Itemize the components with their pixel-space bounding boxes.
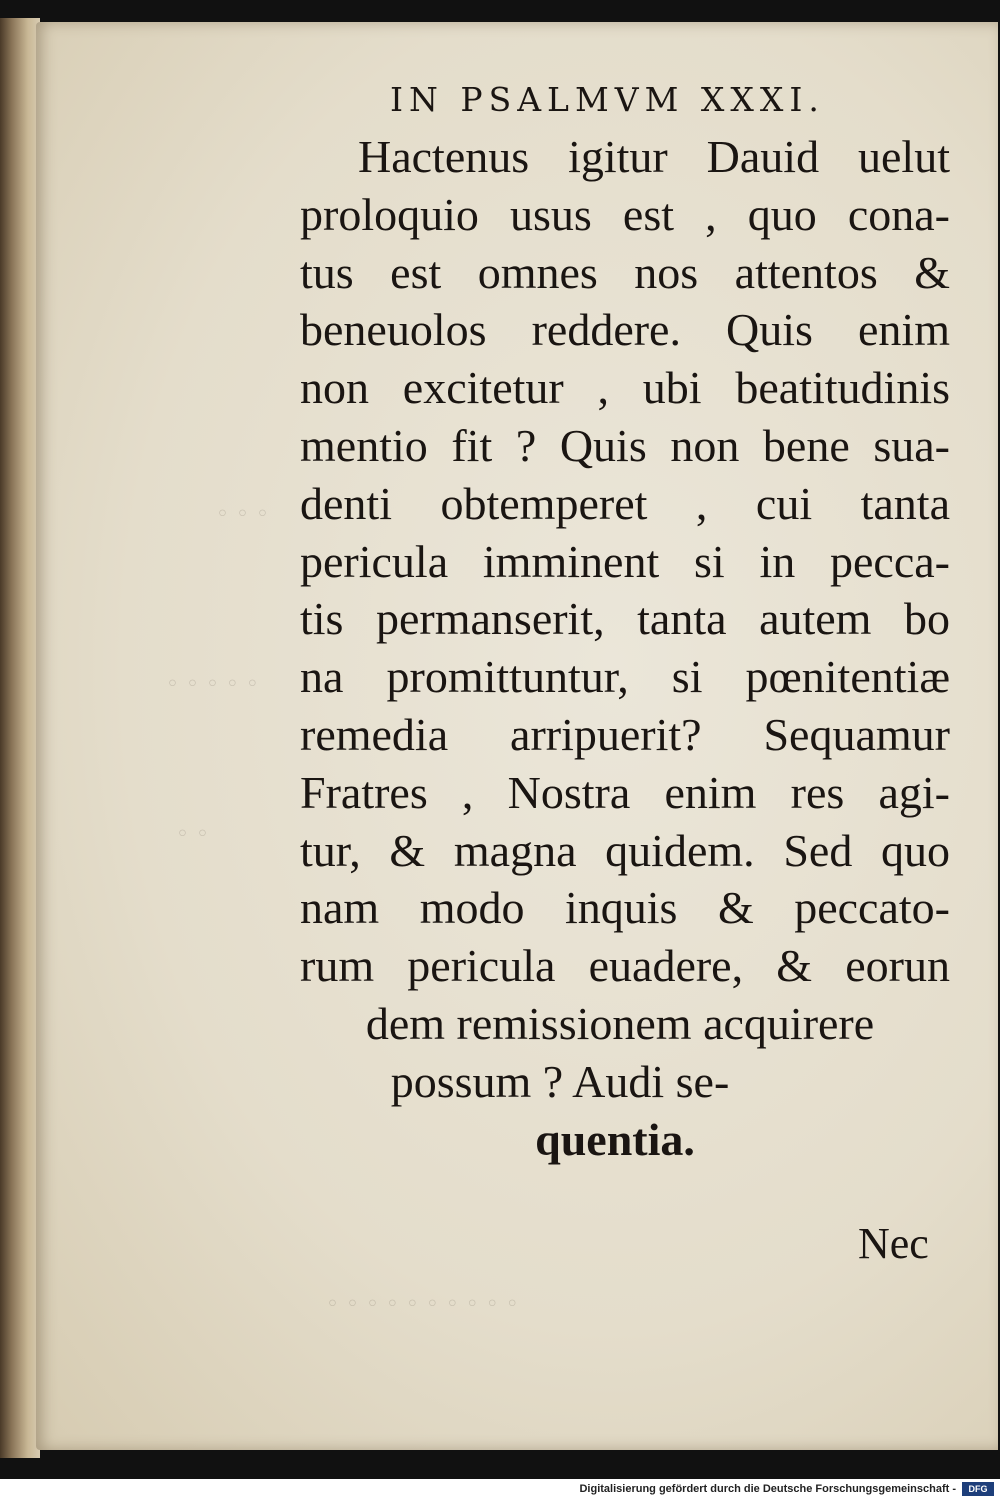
text-line: rum pericula euadere, & eorun: [300, 940, 950, 992]
text-line: proloquio usus est , quo cona-: [300, 188, 950, 240]
show-through-mark: ◦ ◦: [176, 822, 209, 847]
text-line: mentio fit ? Quis non bene sua-: [300, 419, 950, 471]
text-line: pericula imminent si in pecca-: [300, 535, 950, 587]
text-line: tus est omnes nos attentos &: [300, 246, 950, 298]
text-line: Fratres , Nostra enim res agi-: [300, 766, 950, 818]
text-line: na promittuntur, si pœnitentiæ: [300, 651, 950, 703]
text-line: quentia.: [535, 1113, 695, 1165]
text-line: non excitetur , ubi beatitudinis: [300, 362, 950, 414]
show-through-mark: ◦ ◦ ◦: [216, 502, 269, 527]
show-through-mark: ◦ ◦ ◦ ◦ ◦: [166, 672, 259, 697]
text-line: Hactenus igitur Dauid uelut: [358, 131, 950, 182]
text-line: tis permanserit, tanta autem bo: [300, 593, 950, 645]
show-through-mark: ◦ ◦ ◦ ◦ ◦ ◦ ◦ ◦ ◦ ◦: [326, 1292, 519, 1317]
text-line: possum ? Audi se-: [390, 1055, 730, 1107]
text-line: remedia arripuerit? Sequamur: [300, 708, 950, 760]
body-text: [300, 128, 950, 1168]
text-line: beneuolos reddere. Quis enim: [300, 304, 950, 356]
text-line: nam modo inquis & peccato-: [300, 882, 950, 934]
funding-credit: Digitalisierung gefördert durch die Deutsche Forschungsgemeinschaft -: [579, 1483, 956, 1495]
running-head: IN PSALMVM XXXI.: [390, 80, 825, 119]
text-line: dem remissionem acquirere: [365, 997, 875, 1049]
dfg-logo: DFG: [962, 1482, 994, 1496]
text-line: denti obtemperet , cui tanta: [300, 477, 950, 529]
text-line: tur, & magna quidem. Sed quo: [300, 824, 950, 876]
catchword: Nec: [858, 1219, 929, 1268]
page-edge: [0, 18, 40, 1458]
